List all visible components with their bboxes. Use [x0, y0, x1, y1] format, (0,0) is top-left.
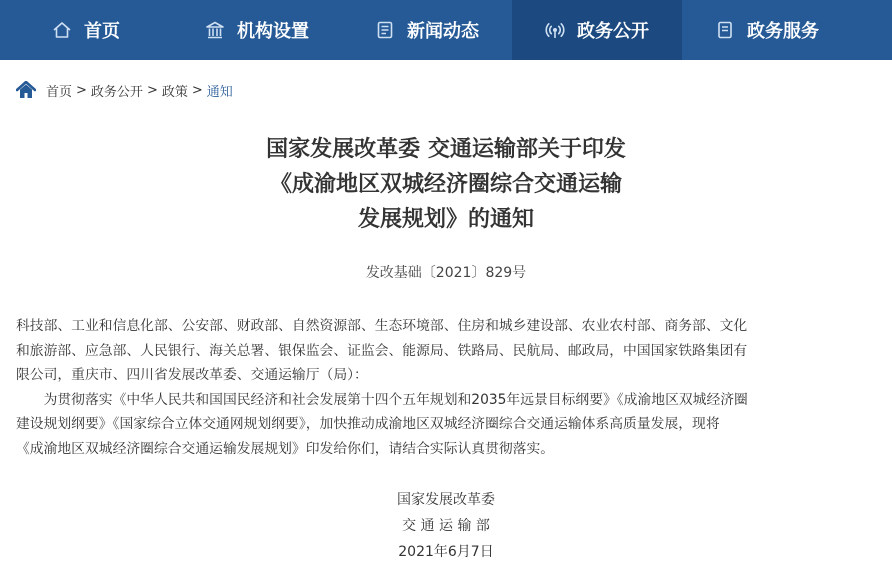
body-line: 为贯彻落实《中华人民共和国国民经济和社会发展第十四个五年规划和2035年远景目标纲要》《成渝地区双城经济圈: [16, 391, 748, 408]
breadcrumb-separator: >: [191, 82, 203, 98]
breadcrumb-separator: >: [76, 82, 87, 98]
breadcrumb-item-government-affairs[interactable]: 政务公开: [90, 84, 143, 100]
breadcrumb-item-policy[interactable]: 政策: [161, 84, 188, 100]
title-line: 《成渝地区双城经济圈综合交通运输: [269, 172, 622, 197]
nav-item-label: 政务服务: [747, 21, 819, 42]
document-icon: [715, 20, 735, 40]
title-line: 国家发展改革委 交通运输部关于印发: [266, 137, 626, 162]
home-icon: [16, 81, 36, 99]
body-line: 限公司，重庆市、四川省发展改革委、交通运输厅（局）：: [16, 367, 368, 383]
body-line: 科技部、工业和信息化部、公安部、财政部、自然资源部、生态环境部、住房和城乡建设部、农业农村部、商务部、文化: [16, 318, 748, 334]
nav-item-institutions[interactable]: [172, 0, 342, 60]
institution-icon: [205, 20, 225, 40]
nav-item-government-affairs[interactable]: [512, 0, 682, 60]
signature-block: [346, 487, 546, 565]
signing-organization: 国家发展改革委: [397, 492, 495, 508]
nav-item-label: 首页: [84, 21, 120, 42]
body-line: 建设规划纲要》《国家综合立体交通网规划纲要》，加快推动成渝地区双城经济圈综合交通运输体系高质量发展，现将: [16, 416, 720, 432]
top-navigation: [0, 0, 892, 60]
document-number: 发改基础〔2021〕829号: [365, 265, 527, 281]
breadcrumb-separator: >: [146, 82, 158, 98]
body-line: 《成渝地区双城经济圈综合交通运输发展规划》印发给你们，请结合实际认真贯彻落实。: [16, 440, 555, 457]
news-icon: [375, 20, 395, 40]
signing-date: 2021年6月7日: [398, 544, 494, 560]
broadcast-icon: [545, 20, 565, 40]
home-icon: [52, 20, 72, 40]
breadcrumb: [16, 80, 233, 100]
signing-organization: 交 通 运 输 部: [402, 518, 490, 534]
nav-item-news[interactable]: [342, 0, 512, 60]
article-title: [200, 132, 692, 237]
nav-item-home[interactable]: [0, 0, 172, 60]
breadcrumb-item-notice[interactable]: 通知: [206, 84, 233, 100]
nav-item-label: 政务公开: [577, 21, 649, 42]
title-line: 发展规划》的通知: [357, 207, 534, 232]
nav-item-label: 机构设置: [237, 21, 309, 42]
body-line: 和旅游部、应急部、人民银行、海关总署、银保监会、证监会、能源局、铁路局、民航局、邮政局，中国国家铁路集团有: [16, 342, 748, 359]
nav-item-services[interactable]: [682, 0, 852, 60]
nav-item-label: 新闻动态: [407, 21, 479, 42]
breadcrumb-item-home[interactable]: 首页: [46, 84, 73, 100]
article-body: [16, 314, 878, 461]
